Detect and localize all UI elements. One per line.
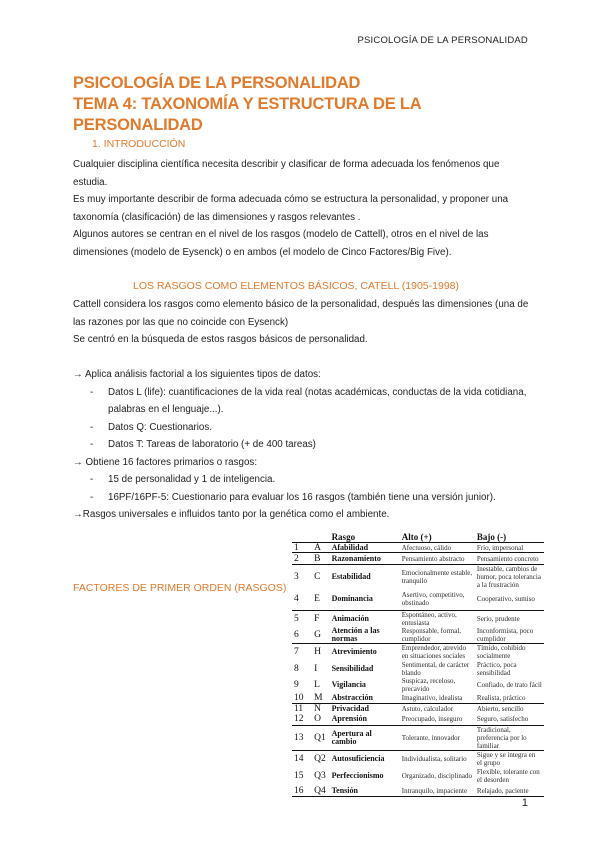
cell-code: Q3 (314, 771, 326, 781)
cell-num: 15 (294, 771, 304, 781)
table-row (292, 703, 544, 714)
table-row (292, 543, 544, 553)
cell-num: 4 (294, 594, 299, 605)
list-item-text: Datos Q: Cuestionarios. (108, 421, 213, 433)
cell-trait: Atrevimiento (330, 644, 400, 661)
dash-bullet: - (90, 386, 94, 398)
running-header: PSICOLOGÍA DE LA PERSONALIDAD (357, 35, 528, 46)
cell-num: 1 (294, 542, 299, 553)
intro-paragraph: Algunos autores se centran en el nivel de los rasgos (modelo de Cattell), otros en el nivel de las dimensiones (modelo de Eysenck) o en ambos (el modelo de Cinco Factores/Big Five). (73, 229, 489, 258)
cell-code: H (312, 644, 329, 661)
cell-high: Espontáneo, activo, entusiasta (400, 610, 475, 627)
dash-bullet: - (90, 474, 94, 485)
cell-high: Individualista, solitario (400, 750, 475, 767)
table-header-row (292, 531, 544, 543)
header-code (312, 531, 329, 543)
cell-low: Relajado, paciente (475, 786, 544, 797)
cell-trait: Autosuficiencia (330, 750, 400, 767)
cell-high: Emocionalmente estable, tranquilo (400, 565, 475, 590)
cell-code: E (314, 594, 320, 605)
table-row (292, 553, 544, 565)
cell-trait: Aprensión (331, 714, 367, 724)
cell-code: F (312, 610, 329, 627)
cell-num: 16 (292, 786, 312, 797)
table-row (292, 693, 544, 703)
cell-low: Abierto, sencillo (475, 703, 544, 714)
cell-high: Intranquilo, impaciente (400, 786, 475, 797)
intro-paragraph: Cualquier disciplina científica necesita describir y clasificar de forma adecuada los fenómenos que estudia. (73, 159, 500, 188)
cell-code: Q1 (312, 725, 329, 750)
cell-num: 2 (292, 553, 312, 565)
cell-trait: Privacidad (330, 703, 400, 714)
dash-bullet: - (90, 439, 94, 450)
cell-num: 11 (292, 703, 312, 714)
table-row (292, 627, 544, 644)
topic-title: TEMA 4: TAXONOMÍA Y ESTRUCTURA DE LA PERSONALIDAD (73, 95, 421, 134)
list-item (73, 419, 533, 437)
list-item-text: 16PF/16PF-5: Cuestionario para evaluar los 16 rasgos (también tiene una versión junior). (108, 491, 496, 503)
closing-line: →Rasgos universales e influidos tanto por la genética como el ambiente. (73, 509, 390, 520)
page-number: 1 (521, 797, 528, 809)
list-item-text: Datos L (life): cuantificaciones de la vida real (notas académicas, conductas de la vida cotidiana, palabras en el lenguaje...). (108, 386, 527, 415)
title-block (73, 73, 543, 136)
cell-low: Cooperativo, sumiso (476, 595, 535, 604)
factors-list (73, 471, 533, 506)
intro-section (73, 156, 533, 261)
cell-code: A (314, 542, 321, 553)
cell-low: Confiado, de trato fácil (476, 681, 542, 689)
cell-num: 13 (292, 725, 312, 750)
header-low: Bajo (-) (475, 531, 544, 543)
intro-heading: 1. INTRODUCCIÓN (92, 138, 186, 150)
cell-code: G (314, 629, 321, 640)
table-row (292, 610, 544, 627)
cell-trait: Vigilancia (331, 680, 366, 689)
table-row (292, 677, 544, 693)
cell-low: Inconformista, poco cumplidor (476, 626, 534, 643)
dash-bullet: - (90, 421, 94, 433)
header-high: Alto (+) (400, 531, 475, 543)
cell-code: C (312, 565, 329, 590)
cell-num: 5 (292, 610, 312, 627)
cell-num: 10 (294, 692, 304, 703)
cell-code: L (314, 680, 320, 690)
cell-code: O (314, 714, 321, 725)
cattell-heading: LOS RASGOS COMO ELEMENTOS BÁSICOS, CATELL (1905-1998) (133, 280, 459, 292)
cell-num: 14 (292, 750, 312, 767)
cell-trait: Afabilidad (331, 542, 369, 552)
cell-num: 8 (294, 663, 299, 674)
cell-trait: Razonamiento (330, 553, 400, 565)
cell-low: Serio, prudente (475, 610, 544, 627)
cell-num: 7 (292, 644, 312, 661)
table-row (292, 644, 544, 661)
data-types-list (73, 384, 533, 454)
cell-high: Imaginativo, idealista (401, 693, 463, 702)
cell-high: Preocupado, inseguro (401, 715, 463, 724)
dash-bullet: - (90, 491, 94, 503)
cell-code: B (312, 553, 329, 565)
cell-low: Sigue y se integra en el grupo (475, 750, 544, 767)
list-item-text: 15 de personalidad y 1 de inteligencia. (108, 474, 276, 485)
cell-trait: Dominancia (331, 594, 373, 604)
cell-num: 9 (294, 680, 299, 690)
cell-high: Asertivo, competitivo, obstinado (401, 591, 465, 608)
table-row (292, 714, 544, 725)
list-item (73, 436, 533, 454)
cell-low: Frío, impersonal (476, 543, 524, 552)
table-row (292, 767, 544, 786)
list-item-text: Datos T: Tareas de laboratorio (+ de 400 tareas) (108, 439, 316, 450)
cell-trait: Animación (330, 610, 400, 627)
intro-paragraph: Es muy importante describir de forma adecuada cómo se estructura la personalidad, y proponer una taxonomía (clasificación) de las dimensiones y rasgos relevantes . (73, 194, 509, 223)
cell-trait: Apertura al cambio (330, 725, 400, 750)
table-row (292, 660, 544, 677)
list-item (73, 489, 533, 507)
cell-trait: Perfeccionismo (331, 771, 384, 780)
cell-num: 6 (294, 629, 299, 640)
cattell-method (73, 366, 533, 524)
list-item (73, 471, 533, 489)
cell-trait: Atención a las normas (331, 625, 380, 643)
cell-low: Pensamiento concreto (475, 553, 544, 565)
cell-low: Práctico, poca sensibilidad (476, 660, 517, 677)
first-order-heading: FACTORES DE PRIMER ORDEN (RASGOS) (73, 582, 287, 594)
cell-low: Tímido, cohibido socialmente (475, 644, 544, 661)
table-row (292, 786, 544, 797)
cell-high: Emprendedor, atrevido en situaciones sociales (400, 644, 475, 661)
cell-high: Organizado, disciplinado (401, 772, 472, 780)
cell-code: Q2 (312, 750, 329, 767)
cell-low: Seguro, satisfecho (476, 715, 529, 724)
table-row (292, 750, 544, 767)
cell-trait: Sensibilidad (331, 663, 374, 673)
cell-high: Responsable, formal, cumplidor (401, 626, 462, 643)
cell-code: M (314, 692, 323, 703)
traits-table-body (292, 543, 544, 797)
cell-trait: Tensión (330, 786, 400, 797)
cell-high: Astuto, calculador (400, 703, 475, 714)
cell-high: Tolerante, innovador (400, 725, 475, 750)
cell-low: Flexible, tolerante con el desorden (476, 768, 540, 784)
cattell-section (73, 296, 533, 349)
cell-trait: Estabilidad (330, 565, 400, 590)
header-num (292, 531, 312, 543)
cell-low: Inestable, cambios de humor, poca tolerancia a la frustración (475, 565, 544, 590)
cell-trait: Abstracción (331, 692, 373, 702)
cell-num: 12 (294, 714, 304, 725)
cell-code: N (312, 703, 329, 714)
cell-high: Suspicaz, receloso, precavido (401, 677, 456, 693)
cell-high: Pensamiento abstracto (400, 553, 475, 565)
cell-low: Realista, práctico (476, 693, 526, 702)
cattell-paragraph: Cattell considera los rasgos como elemento básico de la personalidad, después las dimensiones (una de las razones por las que no coincide con Eysenck) (73, 299, 529, 328)
cell-num: 3 (292, 565, 312, 590)
document-title: PSICOLOGÍA DE LA PERSONALIDAD (73, 74, 361, 92)
traits-table (292, 531, 544, 797)
factors-intro: → Obtiene 16 factores primarios o rasgos: (73, 456, 258, 468)
cattell-paragraph: Se centró en la búsqueda de estos rasgos básicos de personalidad. (73, 334, 368, 345)
cell-high: Afectuoso, cálido (401, 543, 452, 552)
table-row (292, 589, 544, 610)
list-item (73, 384, 533, 419)
cell-code: Q4 (312, 786, 329, 797)
cell-code: I (314, 663, 318, 674)
factorial-intro: → Aplica análisis factorial a los siguientes tipos de datos: (73, 369, 321, 380)
cell-high: Sentimental, de carácter blando (401, 660, 470, 677)
table-row (292, 565, 544, 590)
cell-low: Tradicional, preferencia por lo familiar (475, 725, 544, 750)
header-trait: Rasgo (330, 531, 400, 543)
table-row (292, 725, 544, 750)
